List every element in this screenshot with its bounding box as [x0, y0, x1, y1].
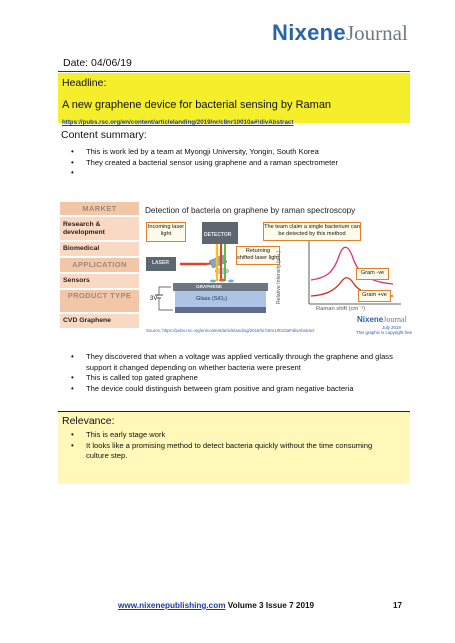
footer-site-link[interactable]: www.nixenepublishing.com: [118, 601, 226, 610]
findings-list: [58, 352, 404, 394]
footer-issue: Volume 3 Issue 7 2019: [225, 601, 315, 610]
figure-source: Source: https://pubs.rsc.org/en/content/articlelanding/2019/nr/c8nr10010a#!divAbstract: [146, 328, 315, 333]
list-item: • This is work led by a team at Myongji University, Yongin, South Korea: [58, 147, 410, 158]
list-item: • The device could distinguish between gram positive and gram negative bacteria: [58, 384, 404, 395]
infographic-sidebar: [60, 202, 139, 328]
content-summary-title: Content summary:: [61, 129, 147, 141]
laser-label: LASER: [152, 260, 169, 266]
list-item: • This is called top gated graphene: [58, 373, 404, 384]
relevance-block: [58, 411, 410, 484]
sidebar-item-cvd-graphene: CVD Graphene: [60, 314, 139, 328]
sidebar-item-sensors: Sensors: [60, 274, 139, 288]
incoming-laser-label: Incoming laser light: [146, 222, 186, 242]
team-claim-note: The team claim a single bacterium can be detected by this method: [263, 222, 361, 241]
returning-light-label: Returning shifted laser light: [236, 246, 280, 265]
sidebar-item-biomedical: Biomedical: [60, 242, 139, 256]
list-item: • This is early stage work: [58, 430, 388, 441]
logo-journal: Journal: [345, 21, 408, 45]
headline-label: Headline:: [62, 77, 107, 89]
relevance-title: Relevance:: [62, 415, 115, 427]
content-summary-list: [58, 147, 410, 178]
list-item: • They discovered that when a voltage was applied vertically through the graphene and glass support it changed depending on whether bacteria were present: [58, 352, 404, 373]
footer: [118, 601, 314, 610]
figure-title: Detection of bacteria on graphene by raman spectroscopy: [145, 206, 356, 215]
headline-block: [58, 73, 410, 126]
figure-date-note: July 2019: [382, 325, 401, 330]
sidebar-heading-market: MARKET: [60, 202, 139, 215]
x-axis-label: Raman shift (cm⁻¹): [316, 306, 366, 312]
figure-brand: [357, 315, 407, 324]
sidebar-heading-product-type: PRODUCT TYPE: [60, 290, 139, 312]
list-item: • It looks like a promising method to detect bacteria quickly without the time consuming culture step.: [58, 441, 388, 462]
voltage-label: 3V: [150, 296, 158, 302]
list-item: [58, 168, 410, 178]
figure-brand-journal: Journal: [383, 315, 407, 324]
gram-positive-label: Gram +ve: [358, 290, 391, 302]
list-item: • They created a bacterial sensor using graphene and a raman spectrometer: [58, 158, 410, 169]
logo-nixene: Nixene: [272, 20, 346, 45]
article-date: Date: 04/06/19: [63, 57, 132, 69]
page-number: 17: [393, 601, 403, 610]
figure-copyright: This graphic is copyright free: [356, 330, 413, 335]
relevance-list: [58, 430, 388, 462]
gram-negative-label: Gram -ve: [356, 268, 389, 280]
sidebar-heading-application: APPLICATION: [60, 258, 139, 272]
detector-label: DETECTOR: [204, 232, 232, 238]
journal-logo: [272, 22, 408, 44]
headline-link[interactable]: https://pubs.rsc.org/en/content/articlelanding/2019/nr/c8nr10010a#!divAbstract: [62, 119, 294, 126]
figure-brand-nixene: Nixene: [357, 315, 384, 324]
headline-text: A new graphene device for bacterial sensing by Raman: [62, 99, 332, 111]
glass-label: Glass (SiO₂): [196, 296, 228, 302]
graphene-label: GRAPHENE: [196, 284, 223, 289]
sidebar-item-research: Research & development: [60, 217, 139, 240]
y-axis-label: Relative Intensity (a.u.): [276, 250, 282, 304]
divider: [58, 71, 410, 72]
